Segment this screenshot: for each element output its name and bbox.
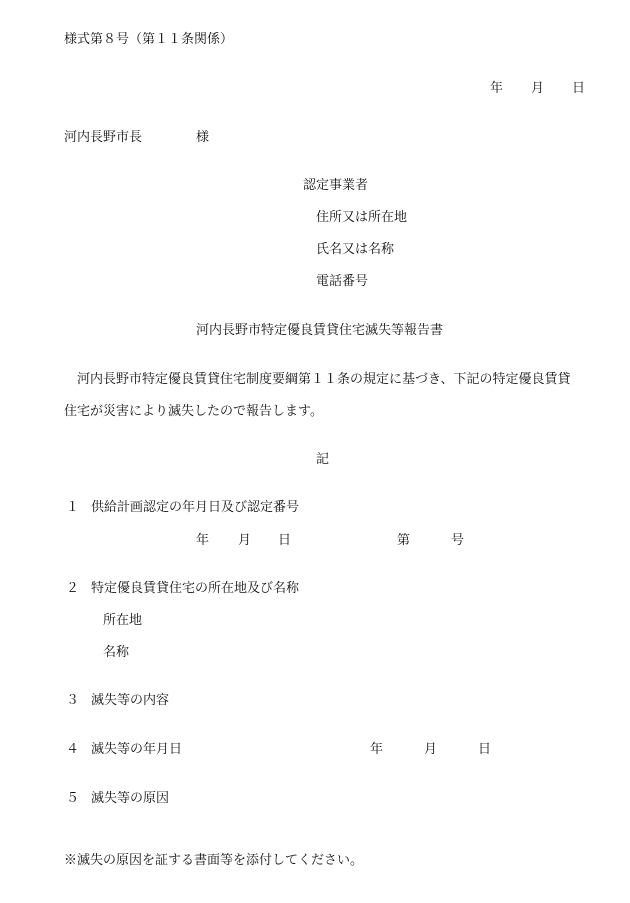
addressee-honorific: 様 bbox=[196, 130, 210, 145]
item-2-location-label: 所在地 bbox=[103, 613, 143, 628]
item-1-dai-label: 第 bbox=[397, 533, 411, 548]
applicant-name-label: 氏名又は名称 bbox=[316, 242, 395, 257]
item-3-number: ３ bbox=[66, 693, 80, 708]
date-year-label: 年 bbox=[490, 81, 504, 96]
item-4-label: 滅失等の年月日 bbox=[91, 742, 183, 757]
attachment-note: ※滅失の原因を証する書面等を添付してください。 bbox=[64, 853, 364, 868]
item-1-month-label: 月 bbox=[238, 533, 252, 548]
form-number: 様式第８号（第１１条関係） bbox=[64, 32, 234, 47]
item-4-day-label: 日 bbox=[478, 742, 492, 757]
item-3-label: 滅失等の内容 bbox=[91, 693, 170, 708]
ki-heading: 記 bbox=[316, 452, 330, 467]
item-1-go-label: 号 bbox=[451, 533, 465, 548]
applicant-address-label: 住所又は所在地 bbox=[316, 210, 408, 225]
item-4-month-label: 月 bbox=[424, 742, 438, 757]
applicant-phone-label: 電話番号 bbox=[316, 274, 369, 289]
date-day-label: 日 bbox=[572, 81, 586, 96]
item-5-label: 滅失等の原因 bbox=[91, 791, 170, 806]
date-month-label: 月 bbox=[531, 81, 545, 96]
item-2-label: 特定優良賃貸住宅の所在地及び名称 bbox=[91, 581, 300, 596]
body-text-line-2: 住宅が災害により滅失したので報告します。 bbox=[64, 404, 323, 419]
item-4-year-label: 年 bbox=[370, 742, 384, 757]
item-4-number: ４ bbox=[66, 742, 80, 757]
addressee-name: 河内長野市長 bbox=[64, 130, 143, 145]
item-2-name-label: 名称 bbox=[103, 645, 130, 660]
body-text-line-1: 河内長野市特定優良賃貸住宅制度要綱第１１条の規定に基づき、下記の特定優良賃貸 bbox=[77, 372, 571, 387]
item-1-label: 供給計画認定の年月日及び認定番号 bbox=[91, 500, 300, 515]
item-5-number: ５ bbox=[66, 791, 80, 806]
applicant-heading: 認定事業者 bbox=[303, 178, 369, 193]
document-title: 河内長野市特定優良賃貸住宅滅失等報告書 bbox=[196, 323, 444, 338]
item-2-number: ２ bbox=[66, 581, 80, 596]
item-1-day-label: 日 bbox=[278, 533, 292, 548]
item-1-year-label: 年 bbox=[196, 533, 210, 548]
item-1-number: １ bbox=[66, 500, 80, 515]
